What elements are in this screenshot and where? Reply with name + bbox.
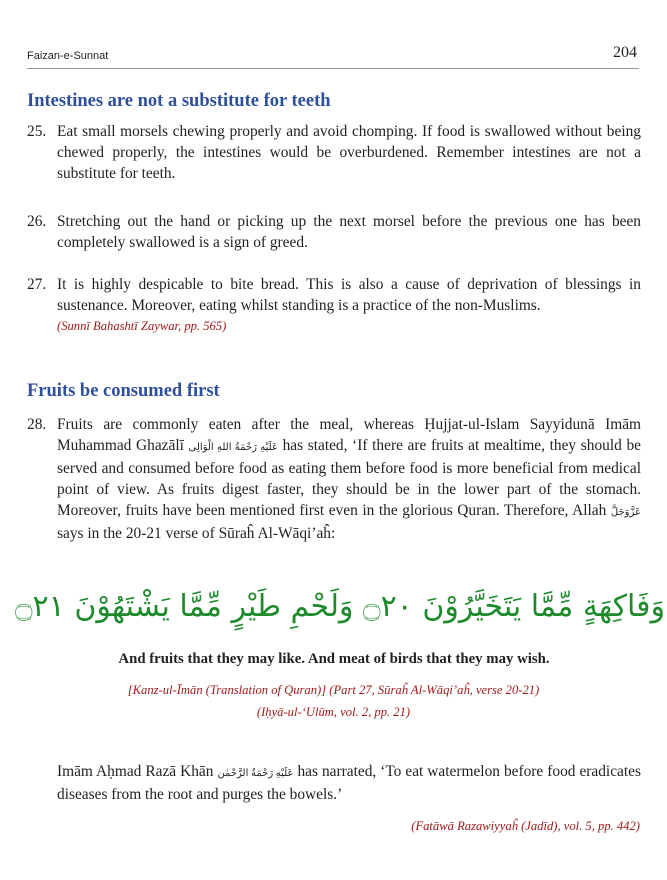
page-header bbox=[27, 40, 639, 69]
narration-text-part1: Imām Aḥmad Razā Khān bbox=[57, 763, 214, 780]
item-text-part3: says in the 20-21 verse of Sūraĥ Al-Wāqi’aĥ: bbox=[57, 525, 336, 542]
book-title: Faizan-e-Sunnat bbox=[27, 50, 109, 62]
verse-translation: And fruits that they may like. And meat of birds that they may wish. bbox=[118, 651, 550, 667]
list-item-27 bbox=[27, 274, 641, 316]
narration-text-part2: has narrated, ‘To eat watermelon before food eradicates diseases from the root and purges the bowels.’ bbox=[57, 763, 641, 803]
section-heading-fruits: Fruits be consumed first bbox=[27, 381, 220, 401]
item-text: Stretching out the hand or picking up the next morsel before the previous one has been completely swallowed is a sign of greed. bbox=[57, 213, 641, 251]
item-number: 25. bbox=[27, 123, 47, 140]
item-text-part1: Fruits are commonly eaten after the meal, whereas Ḥujjat-ul-Islam Sayyidunā Imām Muhammad Ghazālī bbox=[57, 416, 641, 454]
list-item-25 bbox=[27, 121, 641, 184]
item-number: 26. bbox=[27, 213, 47, 230]
list-item-26 bbox=[27, 211, 641, 253]
honorific-dua: عَلَيْهِ رَحْمَةُ الرَّحْمٰن bbox=[217, 768, 294, 779]
reference-sunni-bahashti: (Sunnī Bahashtī Zaywar, pp. 565) bbox=[57, 319, 227, 333]
item-number: 28. bbox=[27, 416, 47, 433]
honorific-dua: عَلَيْهِ رَحْمَةُ اللهِ الْوَالِى bbox=[188, 442, 278, 453]
narration-text bbox=[57, 761, 641, 805]
narration-paragraph bbox=[27, 761, 641, 805]
list-item-28 bbox=[27, 414, 641, 544]
item-text-part2: has stated, ‘If there are fruits at mealtime, they should be served and consumed before food as eating them before food is more beneficial from medical point of view. As fruits digest faster, they should be in the lower part of the stomach. Moreover, fruits have been mentioned first even in the glorious Quran. Therefore, Allah bbox=[57, 437, 641, 519]
section-heading-intestines: Intestines are not a substitute for teeth bbox=[27, 91, 331, 111]
page-number: 204 bbox=[613, 44, 637, 61]
reference-fatawa-razawiyyah: (Fatāwā Razawiyyaĥ (Jadīd), vol. 5, pp. 442) bbox=[411, 819, 640, 833]
quran-verse: وَفَاكِهَةٍ مِّمَّا يَتَخَيَّرُوْنَ ۝٢٠ وَلَحْمِ طَيْرٍ مِّمَّا يَشْتَهُوْنَ ۝٢١ bbox=[14, 588, 666, 624]
item-number: 27. bbox=[27, 276, 47, 293]
item-text: It is highly despicable to bite bread. This is also a cause of deprivation of blessings in sustenance. Moreover, eating whilst standing is a practice of the non-Muslims. bbox=[57, 276, 641, 314]
reference-ihya: (Iḥyā-ul-‘Ulūm, vol. 2, pp. 21) bbox=[256, 705, 411, 719]
item-text: Eat small morsels chewing properly and avoid chomping. If food is swallowed without being chewed properly, the intestines would be overburdened. Remember intestines are not a substitute for teeth. bbox=[57, 123, 641, 182]
item-text bbox=[57, 414, 641, 544]
honorific-dua: عَزَّوَجَلَّ bbox=[610, 507, 641, 518]
reference-kanz-ul-iman: [Kanz-ul-Īmān (Translation of Quran)] (Part 27, Sūraĥ Al-Wāqi’aĥ, verse 20-21) bbox=[127, 683, 540, 697]
